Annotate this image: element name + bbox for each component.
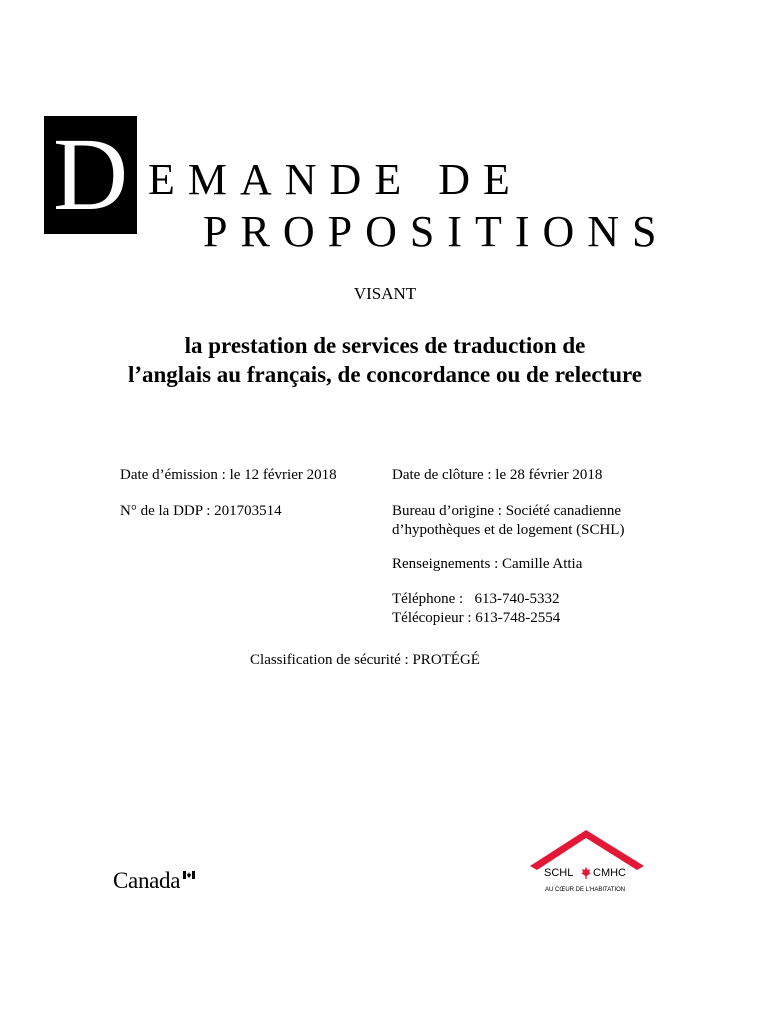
drop-cap-letter: D: [52, 117, 129, 232]
visant-label: VISANT: [353, 284, 417, 303]
subject-heading: [100, 331, 670, 389]
schl-tagline: AU CŒUR DE L’HABITATION: [545, 887, 626, 893]
security-classification: Classification de sécurité : PROTÉGÉ: [250, 652, 480, 668]
title-line-2: PROPOSITIONS: [203, 207, 670, 256]
renseignements: Renseignements : Camille Attia: [392, 556, 583, 572]
subject-line-1: la prestation de services de traduction de: [184, 333, 586, 358]
cmhc-text: CMHC: [593, 867, 626, 879]
bureau-origine: [392, 502, 624, 540]
telephone: Téléphone : 613-740-5332: [392, 591, 560, 607]
telecopieur: Télécopieur : 613-748-2554: [392, 610, 561, 626]
date-cloture: Date de clôture : le 28 février 2018: [392, 467, 603, 483]
schl-cmhc-logo: [528, 826, 650, 898]
canada-wordmark: Canada: [113, 868, 181, 893]
maple-leaf-icon: [581, 867, 591, 879]
subject-line-2: l’anglais au français, de concordance ou de relecture: [127, 362, 643, 387]
bureau-line-2: d’hypothèques et de logement (SCHL): [392, 522, 625, 538]
bureau-line-1: Bureau d’origine : Société canadienne: [392, 503, 622, 519]
contact-numbers: [392, 590, 560, 628]
canada-flag-icon: [183, 871, 195, 879]
ddp-number: N° de la DDP : 201703514: [120, 503, 282, 519]
title-line-1: EMANDE DE: [148, 155, 523, 204]
date-emission: Date d’émission : le 12 février 2018: [120, 467, 337, 483]
schl-text: SCHL: [544, 867, 574, 879]
drop-cap-box: [44, 116, 137, 234]
